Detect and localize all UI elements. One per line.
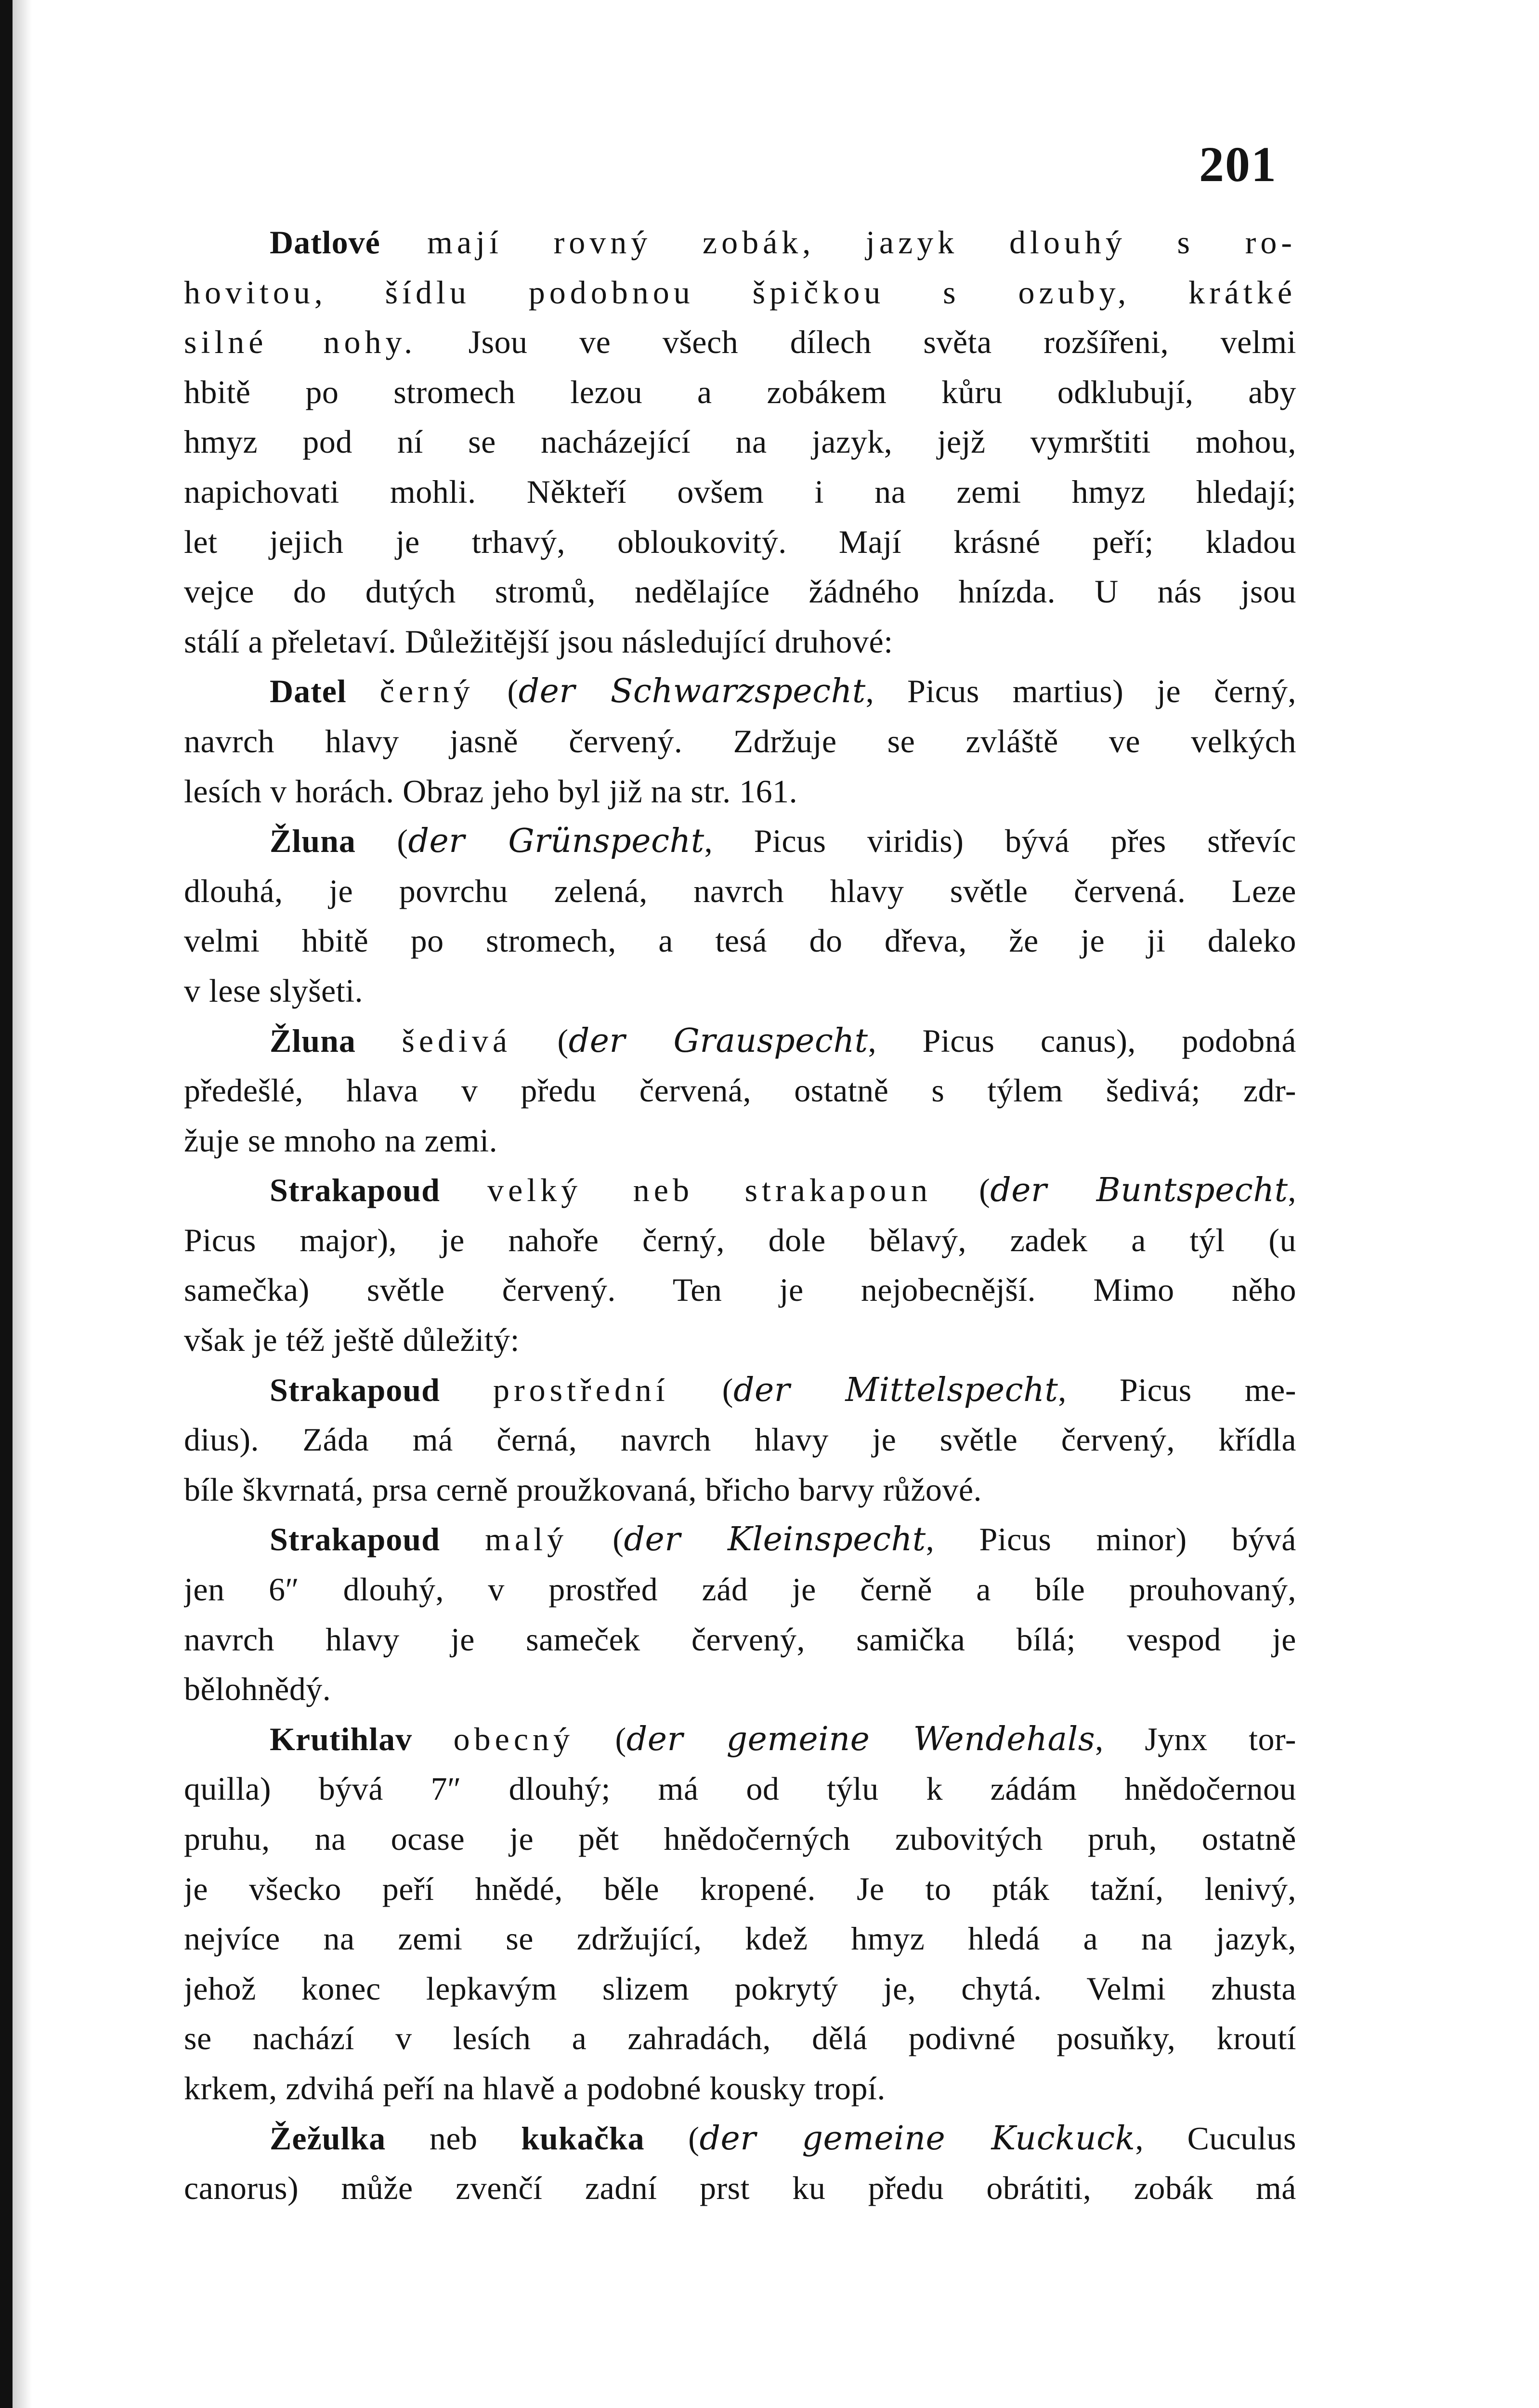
text-line (184, 866, 1296, 916)
german-name: der gemeine Wendehals (626, 1720, 1096, 1758)
text-line (184, 1864, 1296, 1914)
text-line (184, 268, 1296, 318)
text-span: dius). Záda má černá, navrch hlavy je světle červený, křídla (184, 1421, 1296, 1458)
text-span: krkem, zdvihá peří na hlavě a podobné kousky tropí. (184, 2069, 886, 2107)
text-span: obecný (453, 1720, 574, 1757)
text-line (184, 1515, 1296, 1565)
text-span: Picus major), je nahoře černý, dole bělavý, zadek a týl (u (184, 1221, 1296, 1258)
german-name: der Mittelspecht (733, 1371, 1058, 1409)
text-line (184, 966, 1296, 1016)
text-line (184, 218, 1296, 268)
text-line (184, 1565, 1296, 1615)
text-span: dlouhá, je povrchu zelená, navrch hlavy světle červená. Leze (184, 872, 1296, 909)
text-line (184, 1964, 1296, 2014)
text-span: stálí a přeletaví. Důležitější jsou následující druhové: (184, 623, 893, 660)
text-line (184, 1714, 1296, 1765)
text-span: žuje se mnoho na zemi. (184, 1122, 498, 1159)
text-line (184, 1465, 1296, 1515)
text-line (184, 1066, 1296, 1116)
text-span: hmyz pod ní se nacházející na jazyk, jejž vymrštiti mohou, (184, 423, 1296, 460)
text-span: hbitě po stromech lezou a zobákem kůru odklubují, aby (184, 373, 1296, 410)
text-line (184, 617, 1296, 667)
species-name: Žluna (270, 823, 356, 860)
text-span (380, 224, 427, 261)
text-span: silné nohy. (184, 324, 417, 361)
text-line (184, 317, 1296, 367)
text-span: malý (485, 1521, 568, 1558)
text-line (184, 717, 1296, 767)
text-span: navrch hlavy je sameček červený, samička bílá; vespod je (184, 1621, 1296, 1658)
german-name: der Schwarzspecht (518, 672, 866, 711)
text-span: , Cuculus (1135, 2120, 1296, 2157)
text-span (347, 673, 380, 709)
text-span: však je též ještě důležitý: (184, 1322, 520, 1359)
text-span: ( (931, 1172, 991, 1209)
text-span: mají rovný zobák, jazyk dlouhý s ro- (427, 224, 1296, 261)
species-name: Datel (270, 673, 347, 710)
text-span: bělohnědý. (184, 1671, 331, 1708)
text-span (440, 1372, 493, 1408)
text-line (184, 2064, 1296, 2114)
text-line (184, 517, 1296, 567)
text-span: ( (568, 1521, 624, 1558)
text-span: ( (644, 2120, 700, 2157)
text-line (184, 417, 1296, 467)
text-span: bíle škvrnatá, prsa cerně proužkovaná, břicho barvy růžové. (184, 1471, 982, 1508)
text-span: jehož konec lepkavým slizem pokrytý je, chytá. Velmi zhusta (184, 1970, 1296, 2007)
scan-binding-shadow (13, 0, 32, 2408)
text-span: velký neb strakapoun (487, 1172, 932, 1209)
species-name: Datlové (270, 224, 380, 261)
text-line (184, 1265, 1296, 1315)
text-line (184, 1315, 1296, 1365)
text-span: samečka) světle červený. Ten je nejobecnější. Mimo něho (184, 1271, 1296, 1309)
text-span: ( (474, 673, 519, 710)
text-line (184, 767, 1296, 817)
text-span: vejce do dutých stromů, nedělajíce žádného hnízda. U nás jsou (184, 573, 1296, 610)
text-span: Jsou ve všech dílech světa rozšířeni, velmi (417, 324, 1296, 361)
text-span: ( (511, 1022, 569, 1059)
text-span: ( (355, 823, 408, 860)
text-span: předešlé, hlava v předu červená, ostatně s týlem šedivá; zdr- (184, 1072, 1296, 1109)
text-line (184, 1664, 1296, 1714)
german-name: der Buntspecht (990, 1171, 1288, 1210)
body-text (184, 218, 1296, 2213)
text-span: quilla) bývá 7″ dlouhý; má od týlu k zádám hnědočernou (184, 1770, 1296, 1807)
text-span: neb (386, 2120, 522, 2157)
text-line (184, 1615, 1296, 1665)
text-line (184, 367, 1296, 418)
text-span: canorus) může zvenčí zadní prst ku předu obrátiti, zobák má (184, 2170, 1296, 2207)
german-name: der Grauspecht (568, 1021, 868, 1060)
german-name: der gemeine Kuckuck (699, 2119, 1135, 2158)
text-span: nejvíce na zemi se zdržující, kdež hmyz hledá a na jazyk, (184, 1920, 1296, 1957)
species-name: kukačka (521, 2120, 645, 2157)
text-span: , Picus martius) je černý, (865, 673, 1296, 710)
text-line (184, 2114, 1296, 2164)
german-name: der Grünspecht (408, 822, 704, 861)
text-line (184, 916, 1296, 966)
text-span: hovitou, šídlu podobnou špičkou s ozuby, krátké (184, 274, 1296, 311)
text-line (184, 816, 1296, 866)
scan-binding-edge (0, 0, 13, 2408)
text-line (184, 1415, 1296, 1465)
text-span: se nachází v lesích a zahradách, dělá podivné posuňky, kroutí (184, 2020, 1296, 2057)
text-span: je všecko peří hnědé, běle kropené. Je to pták tažní, lenivý, (184, 1870, 1296, 1907)
text-line (184, 1016, 1296, 1066)
text-line (184, 467, 1296, 517)
text-span: jen 6″ dlouhý, v prostřed zád je černě a bíle prouhovaný, (184, 1571, 1296, 1608)
species-name: Krutihlav (270, 1720, 413, 1757)
text-span: , Picus canus), podobná (868, 1022, 1296, 1059)
text-line (184, 1914, 1296, 1964)
text-span (440, 1172, 487, 1208)
text-span: černý (379, 673, 474, 710)
text-line (184, 2163, 1296, 2213)
text-line (184, 667, 1296, 717)
text-line (184, 2014, 1296, 2064)
species-name: Strakapoud (270, 1521, 440, 1558)
text-line (184, 567, 1296, 617)
text-span: ( (574, 1720, 626, 1757)
text-span: , Picus me- (1058, 1371, 1296, 1408)
text-line (184, 1814, 1296, 1864)
text-span: pruhu, na ocase je pět hnědočerných zubovitých pruh, ostatně (184, 1820, 1296, 1857)
text-line (184, 1764, 1296, 1814)
text-span: , Jynx tor- (1095, 1720, 1296, 1757)
text-span: velmi hbitě po stromech, a tesá do dřeva, že je ji daleko (184, 922, 1296, 959)
text-span: prostřední (493, 1371, 669, 1408)
text-line (184, 1116, 1296, 1166)
species-name: Strakapoud (270, 1371, 440, 1408)
text-span: šedivá (402, 1022, 512, 1059)
species-name: Žežulka (270, 2120, 386, 2157)
text-span: napichovati mohli. Někteří ovšem i na zemi hmyz hledají; (184, 473, 1296, 510)
text-line (184, 1216, 1296, 1266)
page-number: 201 (1199, 137, 1277, 192)
text-span: , Picus viridis) bývá přes střevíc (704, 823, 1296, 860)
text-span (440, 1521, 485, 1557)
species-name: Žluna (270, 1022, 356, 1059)
text-span: lesích v horách. Obraz jeho byl již na str. 161. (184, 772, 798, 810)
text-span: , Picus minor) bývá (926, 1521, 1296, 1558)
german-name: der Kleinspecht (624, 1520, 926, 1559)
text-span: v lese slyšeti. (184, 972, 364, 1009)
text-span (412, 1721, 454, 1757)
text-span (356, 1022, 402, 1059)
text-span: let jejich je trhavý, obloukovitý. Mají krásné peří; kladou (184, 523, 1296, 560)
text-line (184, 1165, 1296, 1216)
text-span: navrch hlavy jasně červený. Zdržuje se zvláště ve velkých (184, 722, 1296, 759)
text-span: ( (669, 1371, 733, 1408)
species-name: Strakapoud (270, 1172, 440, 1209)
text-line (184, 1365, 1296, 1415)
text-span: , (1288, 1172, 1296, 1209)
